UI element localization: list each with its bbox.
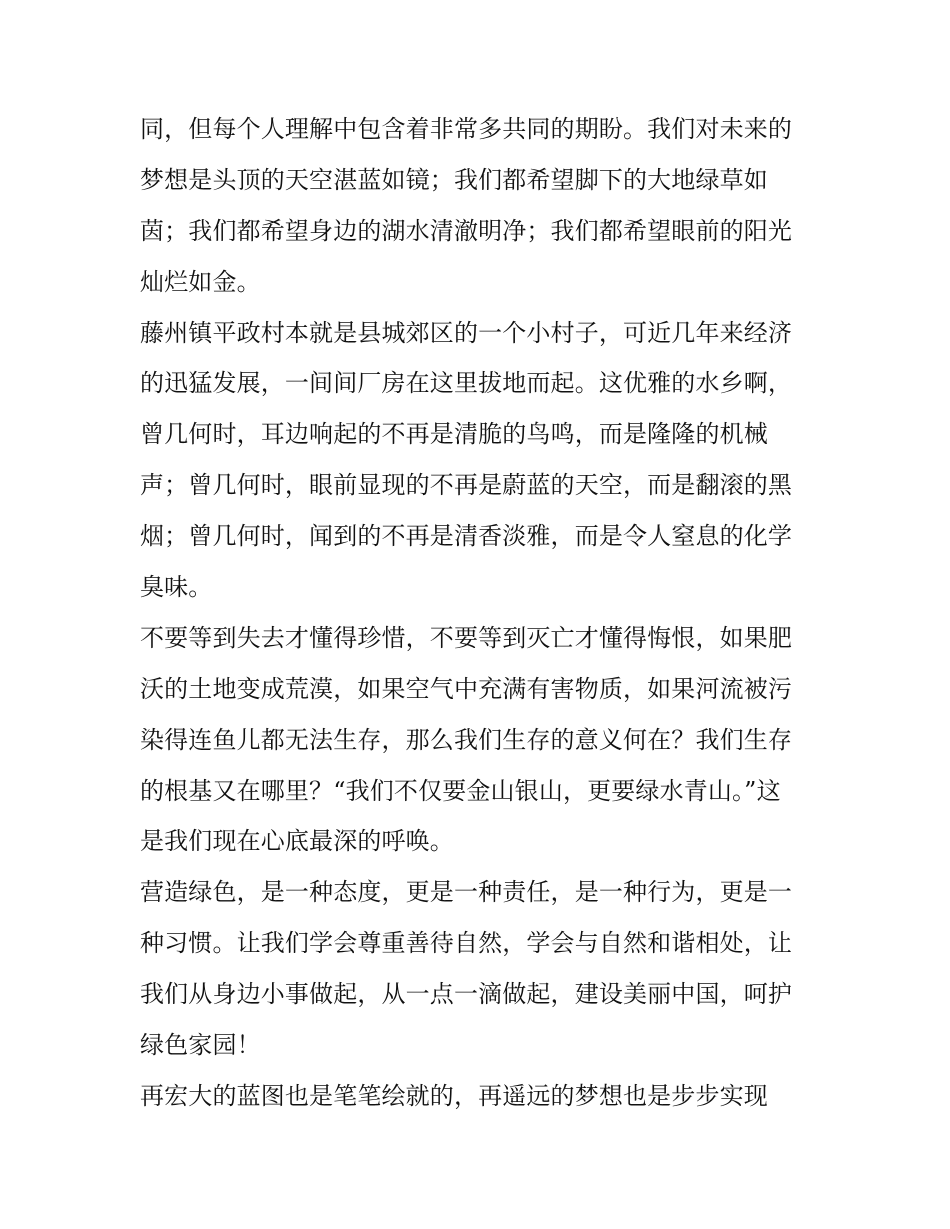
text-line: 种习惯。让我们学会尊重善待自然，学会与自然和谐相处，让 bbox=[140, 929, 793, 958]
paragraph-3 bbox=[140, 613, 830, 867]
text-line: 再宏大的蓝图也是笔笔绘就的，再遥远的梦想也是步步实现 bbox=[140, 1081, 768, 1110]
text-line: 藤州镇平政村本就是县城郊区的一个小村子，可近几年来经济 bbox=[140, 318, 793, 347]
text-line: 烟；曾几何时，闻到的不再是清香淡雅，而是令人窒息的化学 bbox=[140, 522, 793, 551]
text-line: 声；曾几何时，眼前显现的不再是蔚蓝的天空，而是翻滚的黑 bbox=[140, 471, 793, 500]
paragraph-2 bbox=[140, 308, 830, 613]
text-line: 沃的土地变成荒漠，如果空气中充满有害物质，如果河流被污 bbox=[140, 674, 793, 703]
text-line: 染得连鱼儿都无法生存，那么我们生存的意义何在？我们生存 bbox=[140, 725, 793, 754]
text-line: 曾几何时，耳边响起的不再是清脆的鸟鸣，而是隆隆的机械 bbox=[140, 420, 768, 449]
text-line: 臭味。 bbox=[140, 573, 213, 602]
text-line: 的根基又在哪里？“我们不仅要金山银山，更要绿水青山。”这 bbox=[140, 776, 781, 805]
text-line: 梦想是头顶的天空湛蓝如镜；我们都希望脚下的大地绿草如 bbox=[140, 165, 768, 194]
text-line: 绿色家园！ bbox=[140, 1031, 261, 1060]
text-line: 灿烂如金。 bbox=[140, 267, 261, 296]
text-line: 同，但每个人理解中包含着非常多共同的期盼。我们对未来的 bbox=[140, 115, 793, 143]
paragraph-1 bbox=[140, 104, 830, 308]
text-line: 茵；我们都希望身边的湖水清澈明净；我们都希望眼前的阳光 bbox=[140, 216, 793, 245]
document-body bbox=[140, 104, 830, 1122]
text-line: 营造绿色，是一种态度，更是一种责任，是一种行为，更是一 bbox=[140, 878, 793, 907]
text-line: 我们从身边小事做起，从一点一滴做起，建设美丽中国，呵护 bbox=[140, 980, 793, 1009]
paragraph-5 bbox=[140, 1071, 830, 1122]
text-line: 不要等到失去才懂得珍惜，不要等到灭亡才懂得悔恨，如果肥 bbox=[140, 623, 793, 652]
text-line: 是我们现在心底最深的呼唤。 bbox=[140, 827, 454, 856]
paragraph-4 bbox=[140, 867, 830, 1071]
text-line: 的迅猛发展，一间间厂房在这里拔地而起。这优雅的水乡啊， bbox=[140, 369, 793, 398]
